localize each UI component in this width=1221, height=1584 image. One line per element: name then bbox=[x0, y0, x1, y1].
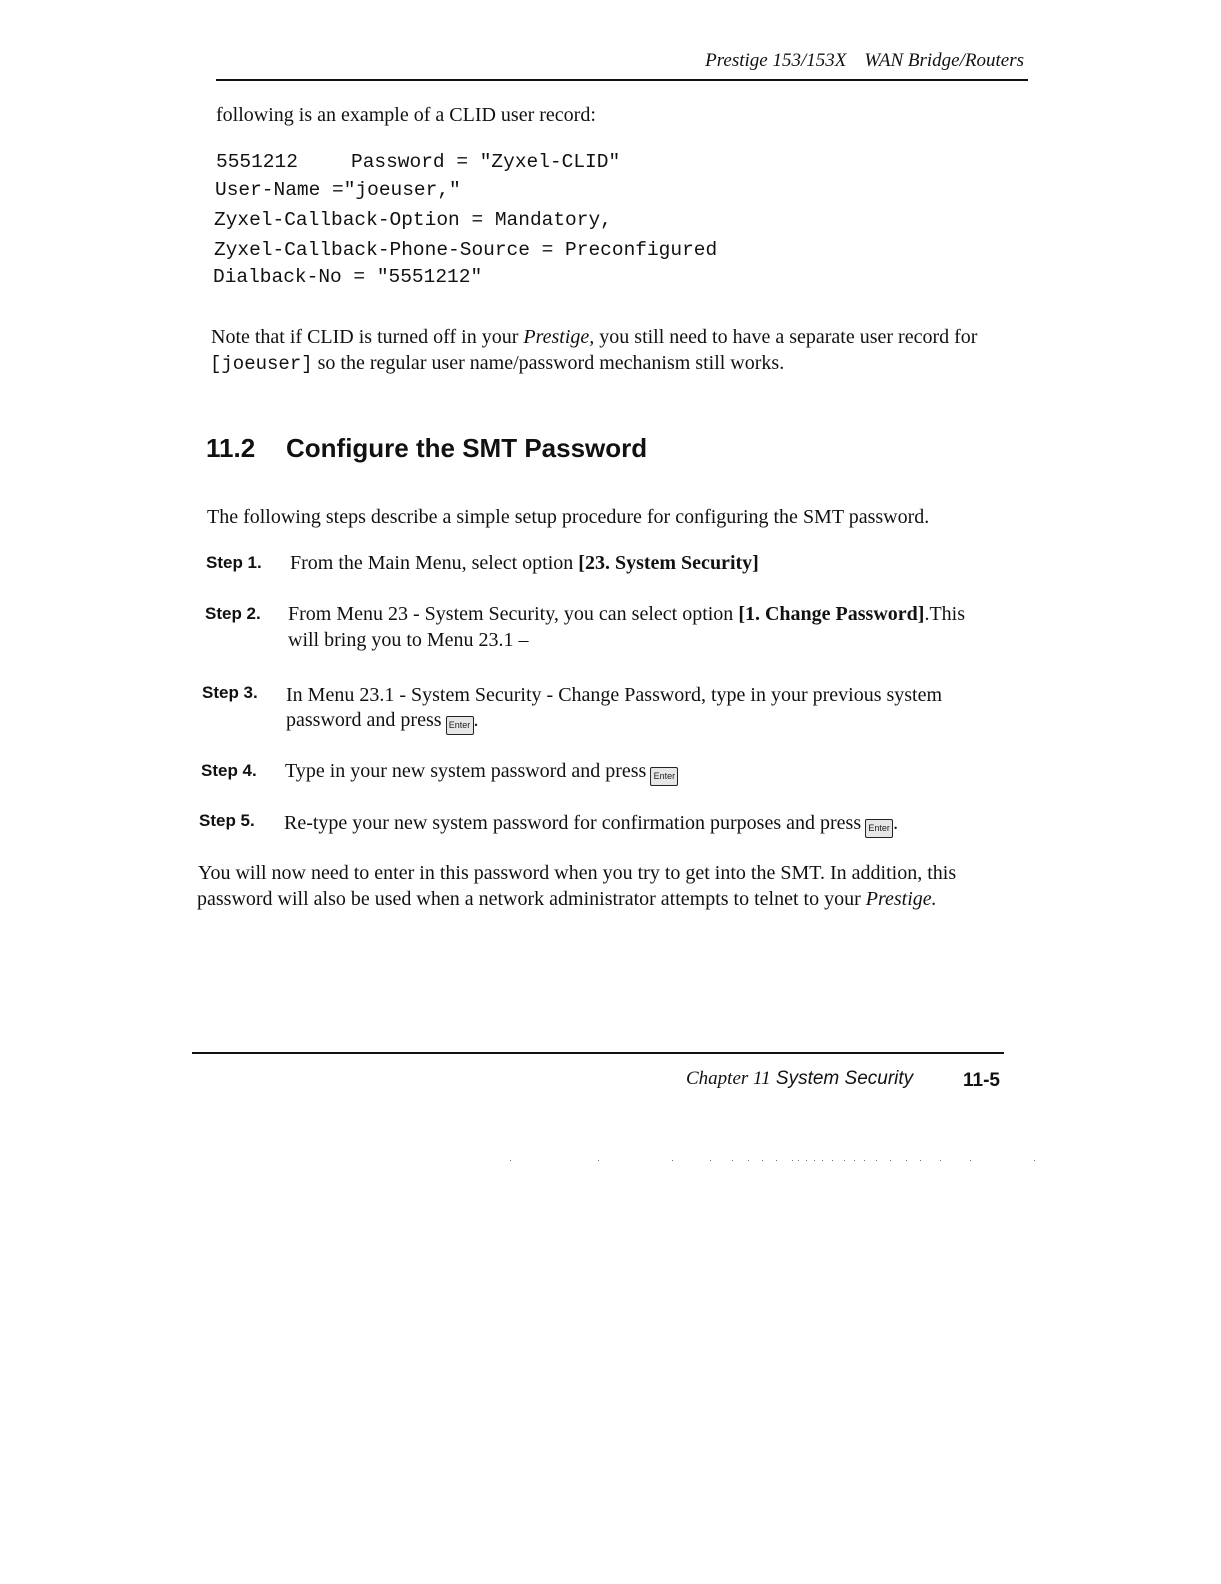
step-2-text-a: From Menu 23 - System Security, you can select option bbox=[288, 603, 739, 625]
note-line-1 bbox=[211, 324, 977, 350]
section-title: Configure the SMT Password bbox=[286, 433, 648, 463]
step-3-label: Step 3. bbox=[202, 683, 258, 702]
step-1-text-a: From the Main Menu, select option bbox=[290, 552, 579, 574]
footer-chapter bbox=[686, 1068, 913, 1090]
footer-chapter-title: System Security bbox=[770, 1068, 914, 1089]
step-2-label: Step 2. bbox=[205, 604, 261, 623]
step-5-text-a: Re-type your new system password for confirmation purposes and press bbox=[284, 812, 862, 834]
step-2-line-2: will bring you to Menu 23.1 – bbox=[288, 629, 529, 651]
step-2 bbox=[205, 601, 1005, 657]
menu-option-change-password: [1. Change Password] bbox=[738, 603, 925, 625]
enter-key-icon: Enter bbox=[650, 767, 678, 786]
step-4 bbox=[201, 758, 1001, 788]
note-line-2 bbox=[210, 350, 784, 377]
closing-line-1: You will now need to enter in this password when you try to get into the SMT. In addition, this bbox=[198, 862, 957, 884]
header-subtitle: WAN Bridge/Routers bbox=[864, 50, 1024, 71]
step-5-text-b: . bbox=[893, 812, 899, 834]
intro-paragraph: following is an example of a CLID user record: bbox=[216, 104, 596, 126]
code-line-3: Zyxel-Callback-Option = Mandatory, bbox=[214, 209, 612, 231]
section-intro: The following steps describe a simple setup procedure for configuring the SMT password. bbox=[207, 506, 930, 528]
step-3 bbox=[202, 680, 1002, 736]
closing-text-a: password will also be used when a network administrator attempts to telnet to your bbox=[197, 888, 866, 910]
code-line-2: User-Name ="joeuser," bbox=[215, 179, 461, 201]
footer-chapter-number: Chapter 11 bbox=[686, 1068, 771, 1089]
step-5-label: Step 5. bbox=[199, 811, 255, 830]
step-3-line-1: In Menu 23.1 - System Security - Change Password, type in your previous system bbox=[286, 684, 943, 706]
note-text-a: Note that if CLID is turned off in your bbox=[211, 326, 524, 348]
step-4-label: Step 4. bbox=[201, 761, 257, 780]
step-3-text-a: password and press bbox=[286, 709, 442, 731]
step-4-text-a: Type in your new system password and press bbox=[285, 760, 647, 782]
step-1-label: Step 1. bbox=[206, 553, 262, 572]
product-name: Prestige, bbox=[523, 326, 595, 348]
step-3-line-2 bbox=[286, 707, 479, 735]
step-2-text-b: .This bbox=[924, 603, 965, 625]
section-heading bbox=[206, 433, 647, 464]
running-header bbox=[560, 50, 1024, 72]
enter-key-icon: Enter bbox=[865, 819, 893, 838]
step-3-text-b: . bbox=[473, 709, 479, 731]
code-line-5: Dialback-No = "5551212" bbox=[213, 266, 483, 288]
code-phone-number: 5551212 bbox=[216, 151, 298, 173]
closing-line-2 bbox=[197, 886, 937, 912]
code-line-1 bbox=[216, 148, 620, 177]
footer-rule bbox=[192, 1052, 1004, 1054]
page-number: 11-5 bbox=[963, 1070, 1000, 1091]
header-product: Prestige 153/153X bbox=[705, 50, 847, 71]
step-1-text bbox=[290, 550, 759, 576]
step-5-text bbox=[284, 810, 898, 838]
note-text-c: so the regular user name/password mechanism still works. bbox=[312, 352, 785, 374]
scan-specks bbox=[510, 1158, 1040, 1164]
code-line-4: Zyxel-Callback-Phone-Source = Preconfigured bbox=[214, 239, 718, 261]
header-rule bbox=[216, 79, 1028, 81]
step-2-line-1 bbox=[288, 601, 965, 627]
menu-option-system-security: [23. System Security] bbox=[578, 552, 759, 574]
product-name: Prestige. bbox=[865, 888, 937, 910]
section-number: 11.2 bbox=[206, 433, 256, 463]
step-1 bbox=[206, 550, 1006, 580]
step-4-text bbox=[285, 758, 678, 786]
step-5 bbox=[199, 808, 999, 838]
enter-key-icon: Enter bbox=[446, 716, 474, 735]
code-password: Password = "Zyxel-CLID" bbox=[351, 151, 621, 173]
note-text-b: you still need to have a separate user record for bbox=[594, 326, 978, 348]
note-username-code: [joeuser] bbox=[210, 353, 313, 375]
